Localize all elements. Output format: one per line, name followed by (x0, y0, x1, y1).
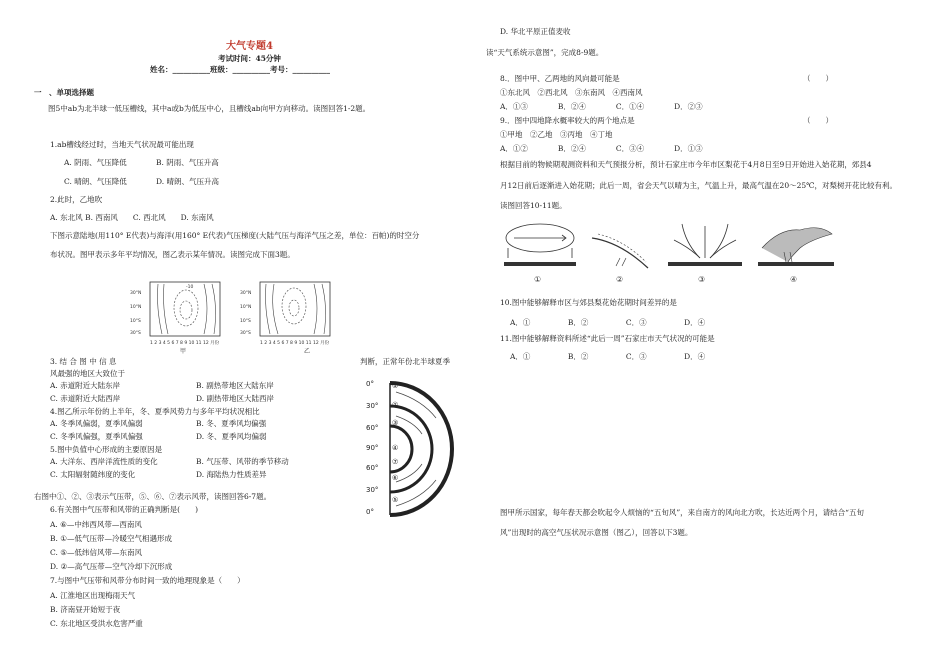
paragraph-1-line2: 月12日前后逐渐进入始花期；此后一周，省会天气以晴为主，气温上升，最高气温在20～25℃，对梨树开花比较有利。 (500, 181, 898, 190)
q9-items: ①甲地 ②乙地 ③丙地 ④丁地 (500, 130, 613, 139)
belt-number: ⑦ (392, 458, 399, 466)
paragraph-2-line1: 图甲所示国家，每年春天都会吹起令人烦恼的“五旬风”，来自南方的风向北方吹，长达近两个月，请结合“五旬 (500, 508, 864, 517)
q7-option-d: D. 华北平原正值麦收 (500, 27, 571, 36)
q1-option-d: D. 晴朗、气压升高 (156, 177, 220, 186)
question-8: 8.．图中甲、乙两地的风向最可能是 (500, 74, 620, 83)
question-4: 4.图乙所示年份的上半年，冬、夏季风势力与多年平均状况相比 (50, 407, 260, 416)
svg-text:10°N: 10°N (240, 305, 252, 310)
question-5: 5.图中负值中心形成的主要原因是 (50, 445, 163, 454)
q4-option-d: D. 冬、夏季风均偏弱 (196, 432, 267, 441)
latitude-label: 0° (366, 380, 374, 388)
pressure-gradient-figures (128, 278, 346, 354)
question-1: 1.ab槽线经过时，当地天气状况最可能出现 (50, 140, 194, 149)
q8-answer-paren: （ ） (803, 74, 833, 83)
q11-options: A．① B．② C．③ D．④ (510, 352, 706, 361)
q3-option-b: B. 副热带地区大陆东岸 (196, 381, 274, 390)
question-3-line1-right: 判断，正常年份北半球夏季 (360, 357, 450, 366)
q8-options: A．①③ B．②④ C．①④ D．②③ (500, 102, 703, 111)
weather-figure-4 (758, 228, 834, 284)
q10-options: A．① B．② C．③ D．④ (510, 318, 706, 327)
q5-option-a: A. 大洋东、西岸洋流性质的变化 (50, 457, 158, 466)
latitude-label: 0° (366, 508, 374, 516)
intro-2-line2: 布状况。图甲表示多年平均情况，图乙表示某年情况。读图完成下面3题。 (50, 250, 295, 259)
weather-figure-1 (504, 224, 576, 284)
weather-figure-3 (668, 224, 742, 284)
q7-option-b: B. 济南昼开始短于夜 (50, 605, 121, 614)
q7-option-c: C. 东北地区受洪水危害严重 (50, 619, 143, 628)
q6-option-b: B. ①—低气压带—冷暖空气相遇形成 (50, 534, 173, 543)
svg-text:10°N: 10°N (130, 305, 142, 310)
svg-text:10°S: 10°S (130, 319, 141, 324)
belt-number: ⑤ (392, 496, 399, 504)
exam-time: 考试时间：45分钟 (218, 54, 281, 63)
paragraph-2-line2: 风”出现时的高空气压状况示意图（图乙），回答以下3题。 (500, 528, 693, 537)
belt-number: ④ (392, 444, 399, 452)
fig-label-3: ③ (698, 275, 706, 284)
q3-option-c: C. 赤道附近大陆西岸 (50, 394, 121, 403)
latitude-label: 30° (366, 486, 379, 494)
figure-yi (240, 282, 330, 354)
fig-label-2: ② (616, 275, 624, 284)
belt-number: ② (392, 401, 399, 409)
q9-options: A．①② B．②④ C．③④ D．①③ (500, 144, 703, 153)
q4-option-b: B. 冬、夏季风均偏强 (196, 419, 267, 428)
belt-number: ① (392, 382, 399, 390)
question-6: 6.有关图中气压带和风带的正确判断是( ) (50, 505, 199, 514)
question-9: 9.．图中四地降水概率较大的两个地点是 (500, 116, 635, 125)
question-3-line1: 3. 结 合 图 中 信 息 (50, 357, 117, 366)
name-class-id-line: 姓名：__________班级：__________考号：__________ (150, 65, 330, 74)
belt-number: ③ (392, 419, 399, 427)
q7-option-a: A. 江淮地区出现梅雨天气 (50, 591, 136, 600)
q1-option-a: A. 阴雨、气压降低 (64, 158, 127, 167)
intro-4: 读“天气系统示意图”，完成8-9题。 (486, 48, 604, 57)
paragraph-1-line3: 读图回答10-11题。 (500, 201, 567, 210)
latitude-label: 90° (366, 444, 379, 452)
paragraph-1-line1: 根据目前的物候期观测资料和天气预报分析，预计石家庄市今年市区梨花于4月8日至9日开始进入始花期，郊县4 (500, 160, 872, 169)
q1-option-b: B. 阴雨、气压升高 (156, 158, 219, 167)
svg-text:30°N: 30°N (240, 291, 252, 296)
latitude-label: 60° (366, 424, 379, 432)
axis-months-jia: 1 2 3 4 5 6 7 8 9 10 11 12 月份 (150, 341, 220, 346)
svg-text:30°N: 30°N (130, 291, 142, 296)
question-7: 7.与图中气压带和风带分布时间一致的地理现象是（ ） (50, 576, 245, 585)
intro-2-line1: 下图示意陆地(用110° E代表)与海洋(用160° E代表)气压梯度(大陆气压与海洋气压之差，单位：百帕)的时空分 (50, 231, 420, 240)
svg-text:30°S: 30°S (130, 331, 141, 336)
q5-option-c: C. 太阳辐射随纬度的变化 (50, 470, 136, 479)
fig-label-1: ① (534, 275, 542, 284)
latitude-label: 60° (366, 464, 379, 472)
label-jia: 甲 (180, 348, 187, 354)
intro-1: 图5中ab为北半球一低压槽线，其中a或b为低压中心，且槽线ab向甲方向移动。读图回答1-2题。 (48, 104, 371, 113)
svg-text:30°S: 30°S (240, 331, 251, 336)
svg-text:10°S: 10°S (240, 319, 251, 324)
intro-3: 右图中①、②、③表示气压带，⑤、⑥、⑦表示风带，读图回答6-7题。 (34, 492, 272, 501)
figure-jia (130, 282, 220, 354)
weather-system-figures (500, 218, 840, 290)
q2-options: A. 东北风 B. 西南风 C. 西北风 D. 东南风 (50, 213, 214, 222)
q3-option-d: D. 副热带地区大陆西岸 (196, 394, 275, 403)
question-11: 11.图中能够解释资料所述“此后一周”石家庄市天气状况的可能是 (500, 334, 715, 343)
section-heading: 一 、单项选择题 (34, 88, 94, 97)
pressure-belt-diagram (366, 378, 456, 520)
belt-number: ⑥ (392, 474, 399, 482)
q3-option-a: A. 赤道附近大陆东岸 (50, 381, 121, 390)
q5-option-b: B. 气压带、风带的季节移动 (196, 457, 289, 466)
label-yi: 乙 (304, 348, 311, 354)
svg-text:-10: -10 (186, 285, 194, 290)
q6-option-d: D. ②—高气压带—空气冷却下沉形成 (50, 562, 173, 571)
q8-items: ①东北风 ②西北风 ③东南风 ④西南风 (500, 88, 643, 97)
doc-title: 大气专题4 (226, 41, 273, 52)
axis-months-yi: 1 2 3 4 5 6 7 8 9 10 11 12 月份 (260, 341, 330, 346)
q1-option-c: C. 晴朗、气压降低 (64, 177, 127, 186)
question-2: 2.此时，乙地吹 (50, 195, 103, 204)
q4-option-c: C. 冬季风偏强，夏季风偏强 (50, 432, 143, 441)
question-10: 10.图中能够解释市区与郊县梨花始花期时间差异的是 (500, 298, 677, 307)
q9-answer-paren: （ ） (803, 116, 833, 125)
question-3-line2: 风最强的地区大致位于 (50, 369, 125, 378)
latitude-label: 30° (366, 402, 379, 410)
fig-label-4: ④ (790, 275, 798, 284)
q4-option-a: A. 冬季风偏弱，夏季风偏弱 (50, 419, 143, 428)
weather-figure-2 (592, 234, 648, 284)
q5-option-d: D. 海陆热力性质差异 (196, 470, 267, 479)
q6-option-c: C. ⑤—低纬信风带—东南风 (50, 548, 142, 557)
q6-option-a: A. ⑥—中纬西风带—西南风 (50, 520, 142, 529)
